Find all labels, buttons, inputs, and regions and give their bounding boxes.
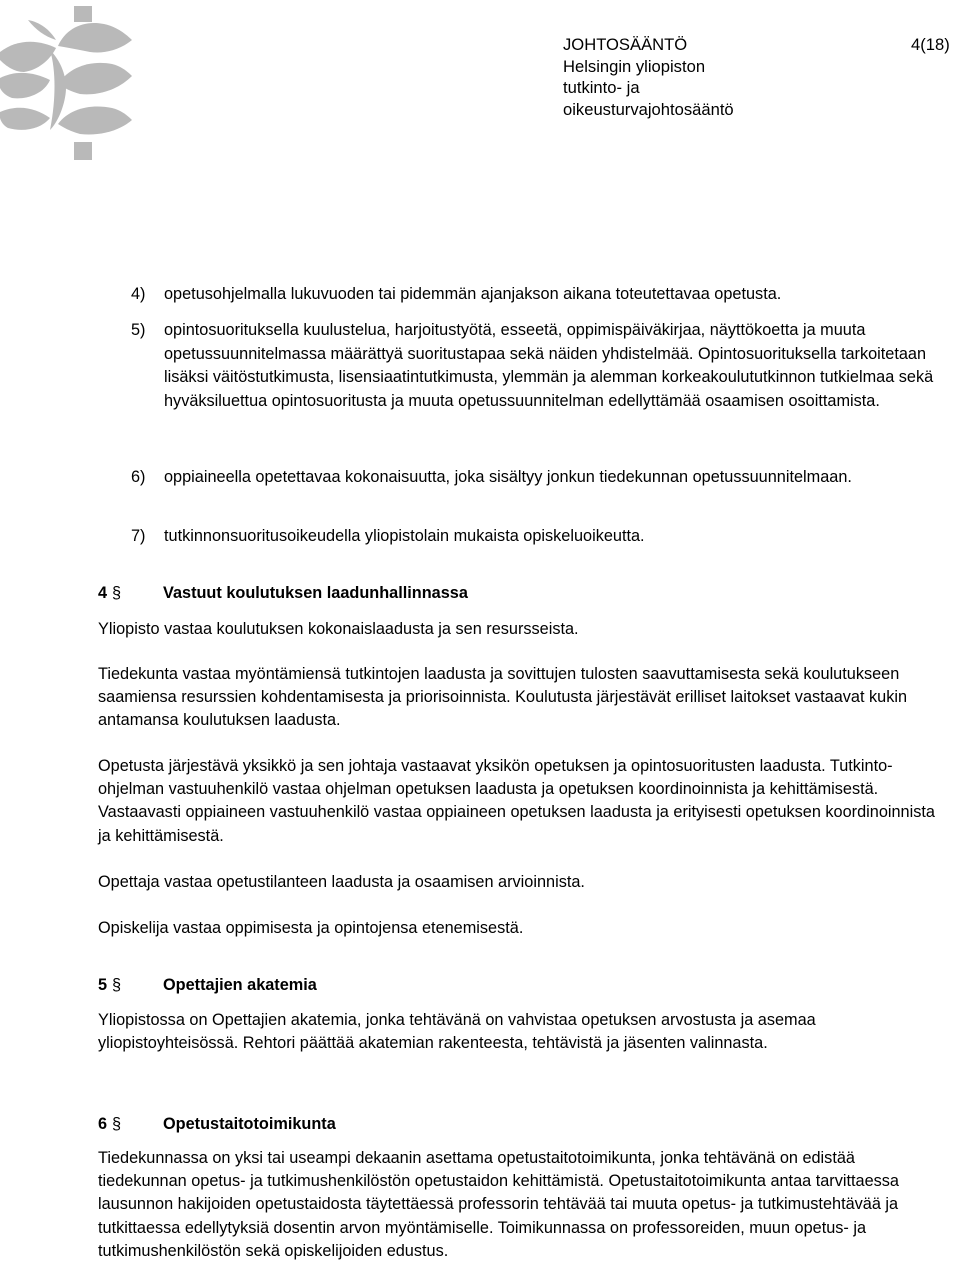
section-sign-icon: § [112, 976, 122, 994]
paragraph: Yliopisto vastaa koulutuksen kokonaislaadusta ja sen resursseista. [98, 620, 579, 638]
section-title: Opetustaitotoimikunta [163, 1115, 336, 1133]
document-type: JOHTOSÄÄNTÖ [563, 35, 688, 54]
section-sign-icon: § [112, 1115, 122, 1133]
section-title: Vastuut koulutuksen laadunhallinnassa [163, 584, 468, 602]
list-item-text: oppiaineella opetettavaa kokonaisuutta, joka sisältyy jonkun tiedekunnan opetussuunnitelmaan. [164, 468, 852, 486]
document-title-line-1: Helsingin yliopiston [563, 56, 706, 76]
list-item-text: opetusohjelmalla lukuvuoden tai pidemmän ajanjakson aikana toteutettavaa opetusta. [164, 285, 782, 303]
list-item-text: opintosuorituksella kuulustelua, harjoitustyötä, esseetä, oppimispäiväkirjaa, näyttökoetta ja muuta opetussuunnitelmassa määrättyä suoritustapaa sekä näiden yhdistelmää. Opintosuorituksella tarkoitetaan lisäksi väitöstutkimusta, lisensiaatintutkimusta, ylemmän ja alemman korkeakoulututkinnon tutkielmaa sekä hyväksiluettua opintosuoritusta ja muuta opetussuunnitelman edellyttämää osaamisen osoittamista. [164, 321, 934, 410]
list-item-text: tutkinnonsuoritusoikeudella yliopistolain mukaista opiskeluoikeutta. [164, 527, 645, 545]
section-number: 6 [98, 1115, 108, 1133]
paragraph: Yliopistossa on Opettajien akatemia, jonka tehtävänä on vahvistaa opetuksen arvostusta ja asemaa yliopistoyhteisössä. Rehtori päättää akatemian rakenteesta, tehtävistä ja jäsenten valinnasta. [98, 1011, 816, 1053]
list-item-number: 4) [131, 285, 146, 303]
document-title-line-2: tutkinto- ja [563, 78, 640, 97]
section-title: Opettajien akatemia [163, 976, 317, 994]
list-item-number: 7) [131, 527, 146, 545]
document-header [563, 34, 734, 120]
page-number: 4(18) [911, 35, 950, 54]
paragraph: Tiedekunnassa on yksi tai useampi dekaanin asettama opetustaitotoimikunta, jonka tehtävänä on edistää tiedekunnan opetus- ja tutkimushenkilöstön opetustaidon kehittämistä. Opetustaitotoimikunta antaa tarvittaessa lausunnon hakijoiden opetustaidosta täytettäessä professorin tehtävää tai muuta opetus- ja tutkimustehtävää ja tutkittaessa edellytyksiä dosentin arvon myöntämiselle. Toimikunnassa on professoreiden, muun opetus- ja tutkimushenkilöstön sekä opiskelijoiden edustus. [98, 1149, 899, 1260]
paragraph: Opiskelija vastaa oppimisesta ja opintojensa etenemisestä. [98, 919, 524, 937]
paragraph: Opetusta järjestävä yksikkö ja sen johtaja vastaavat yksikön opetuksen ja opintosuoritusten laadusta. Tutkinto-ohjelman vastuuhenkilö vastaa ohjelman opetuksen laadusta ja opetuksen koordinoinnista ja kehittämisestä. Vastaavasti oppiaineen vastuuhenkilö vastaa oppiaineen opetuksen laadusta ja erityisesti opetuksen koordinoinnista ja kehittämisestä. [98, 757, 935, 845]
document-title-line-3: oikeusturvajohtosääntö [563, 99, 734, 119]
list-item-number: 5) [131, 321, 146, 339]
list-item [131, 525, 951, 549]
university-logo-icon [0, 0, 132, 168]
section-sign-icon: § [112, 584, 122, 602]
list-item [131, 319, 951, 413]
paragraph: Opettaja vastaa opetustilanteen laadusta ja osaamisen arvioinnista. [98, 873, 585, 891]
list-item [131, 283, 951, 307]
section-number: 5 [98, 976, 108, 994]
section-number: 4 [98, 584, 108, 602]
list-item-number: 6) [131, 468, 146, 486]
paragraph: Tiedekunta vastaa myöntämiensä tutkintojen laadusta ja sovittujen tulosten saavuttamisesta sekä koulutukseen saamiensa resurssien kohdentamisesta ja priorisoinnista. Koulutusta järjestävät erilliset laitokset vastaavat kukin antamansa koulutuksen laadusta. [98, 665, 908, 730]
list-item [131, 466, 951, 490]
